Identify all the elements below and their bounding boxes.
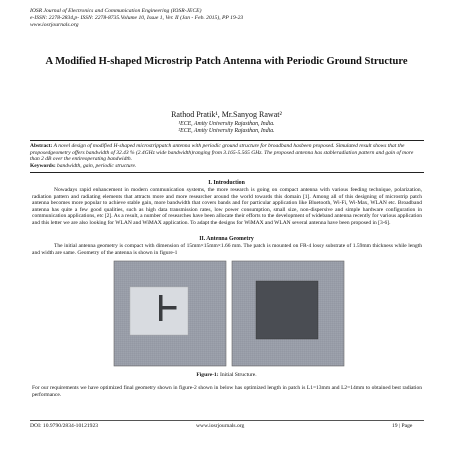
introduction-paragraph: Nowadays rapid enhancement in modern communication systems, the more research is going on compact antenna with various feeding technique, polarization, radiation pattern and radiating elements that attracts more and more researcher around the world towards this domain [1]. Among all of this designing of microstrip patch antenna becomes more popular to achieve stable gain, more bandwidth that covers bands and for particular application like Bluetooth, Wi-Fi, Wi-Max, WLAN etc. Broadband antenna has quite a few good qualities, such as high data transmission rates, low power consumption, small size, non-dispersive and simple hardware configuration in communication applications, etc [2]. As a result, a number of researches have been allocate their efforts to the development of wideband antenna recently for various application and this letter we are also looking for WLAN and WiMAX application. To adapt the designs for WiMAX and WLAN several antenna have been proposed in [3-6]. xyxy=(32,187,422,226)
affiliation-1: ¹ECE, Amity University Rajasthan, India. xyxy=(178,121,275,127)
section-title-introduction: I. Introduction xyxy=(208,180,245,186)
abstract-text: A novel design of modified H-shaped microstrippatch antenna with periodic ground structure for broadband hasbeen proposed. Simulated result shows that the proposedgeometry offers bandwidth of 32.43 % (2.4GHz wide bandwidth)ranging from 3.165-5.565 GHz. The proposed antenna has stableradiation pattern and gain of more than 2 dB over the entireoperating bandwidth. xyxy=(30,143,414,163)
h-slot-horizontal xyxy=(163,306,177,310)
footer-site[interactable]: www.iosrjournals.org xyxy=(196,423,245,429)
figure-caption-text: Initial Structure. xyxy=(218,372,257,378)
abstract-block xyxy=(30,140,424,173)
journal-header xyxy=(30,8,430,29)
closing-paragraph: For our requirements we have optimized final geometry shown in figure-2 shown in below has optimized length in patch is L1=13mm and L2=14mm to obtained best radiation performance. xyxy=(32,385,422,398)
affiliation-2: ²ECE, Amity University Rajasthan, India. xyxy=(178,128,275,134)
figure-caption-label: Figure-1: xyxy=(196,372,219,378)
journal-issn: e-ISSN: 2278-2834,p- ISSN: 2278-8735.Volume 10, Issue 1, Ver. II (Jan - Feb. 2015), PP 19-23 xyxy=(30,15,244,21)
figure-1-caption xyxy=(0,372,453,378)
antenna-geometry-paragraph: The initial antenna geometry is compact with dimension of 15mm×15mm×1.66 mm. The patch is mounted on FR-4 lossy substrate of 1.59mm thickness while length and width are same. Geometry of the antenna is shown in figure-1 xyxy=(32,243,422,256)
footer-doi: DOI: 10.9790/2834-10121923 xyxy=(30,423,99,429)
journal-name: IOSR Journal of Electronics and Communication Engineering (IOSR-JECE) xyxy=(30,8,202,14)
paper-title: A Modified H-shaped Microstrip Patch Antenna with Periodic Ground Structure xyxy=(45,56,408,67)
keywords-label: Keywords: xyxy=(30,162,56,169)
authors: Rathod Pratik¹, Mr.Sanyog Rawat² xyxy=(171,110,282,119)
journal-url[interactable]: www.iosrjournals.org xyxy=(30,22,79,28)
figure-1-initial-structure xyxy=(108,257,348,370)
section-title-antenna-geometry: II. Antenna Geometry xyxy=(199,236,254,242)
h-slot-vertical xyxy=(159,295,163,321)
footer-divider xyxy=(30,420,424,421)
ground-plane-patch xyxy=(256,281,318,339)
footer-page-number: 19 | Page xyxy=(392,423,413,429)
keywords-text: bandwidth, gain, periodic structure. xyxy=(57,162,137,169)
abstract-label: Abstract: xyxy=(30,143,53,149)
